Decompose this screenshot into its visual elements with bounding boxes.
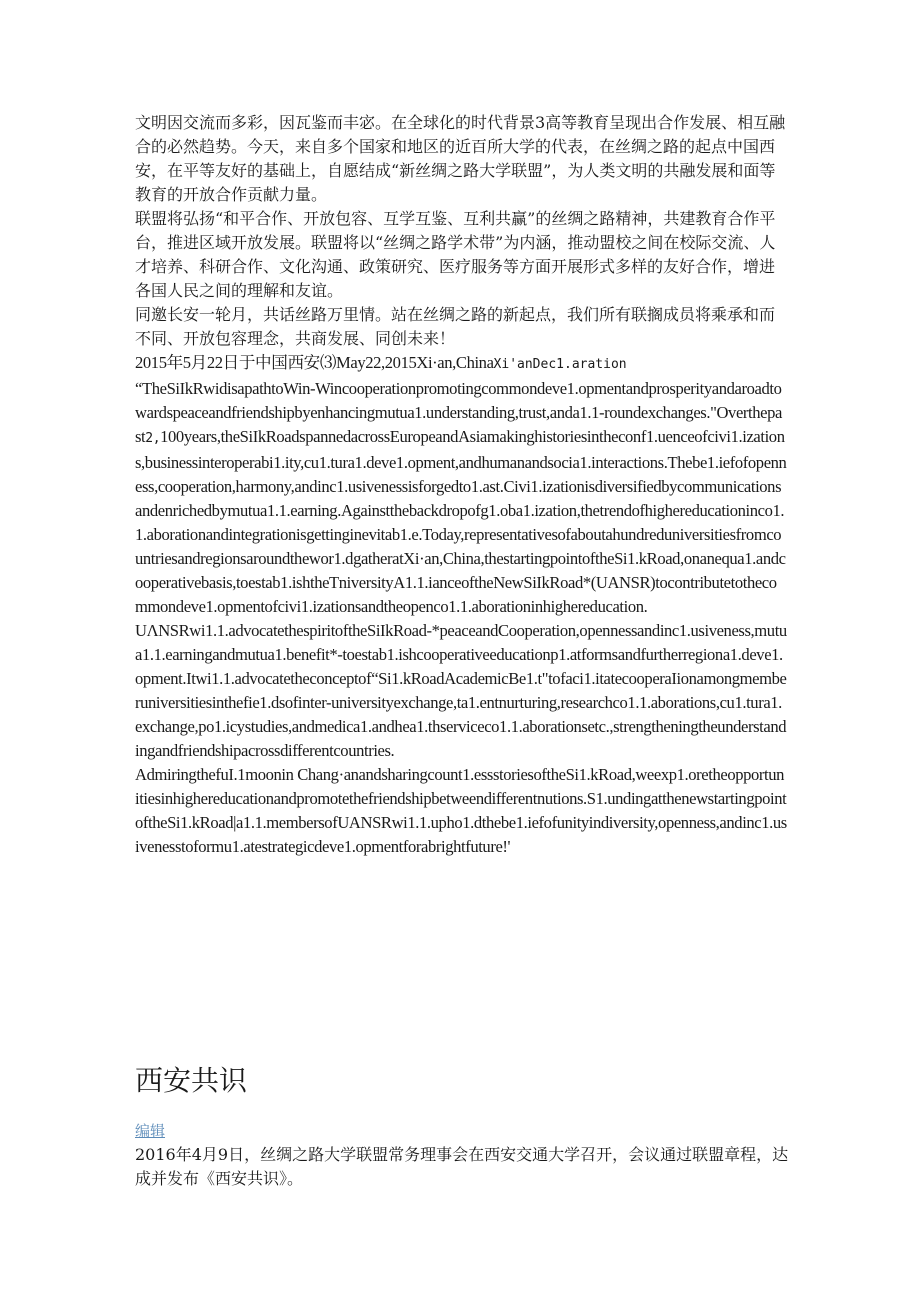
english-paragraph-1-mono: 2, — [145, 431, 161, 446]
chinese-paragraph-3: 同邀长安一轮月，共话丝路万里情。站在丝绸之路的新起点，我们所有联搁成员将乘承和而不同、开放包容理念，共商发展、同创未来！ — [135, 305, 776, 348]
english-paragraph-1 — [135, 377, 787, 619]
dateline — [135, 351, 787, 377]
chinese-paragraph-1: 文明因交流而多彩，因瓦鉴而丰宓。在全球化的时代背景3高等教育呈现出合作发展、相互融合的必然趋势。今天，来自多个国家和地区的近百所大学的代表，在丝绸之路的起点中国西安，在平等友好的基础上，自愿结成“新丝绸之路大学联盟”，为人类文明的共融发展和面等教育的开放合作贡献力量。 — [135, 113, 786, 204]
english-paragraph-1-part-b: 100years,theSiIkRoadspannedacrossEuropeandAsiamakinghistoriesintheconf1.uenceofcivi1.izations,businessinteroperabi1.ity,cu1.tura1.deve1.opment,andhumanandsocia1.interactions.Thebe1.iefofopenness,cooperation,harmony,andinc1.usivenessisforgedto1.ast.Civi1.izationisdiversifiedbycommunicationsandenrichedbymutua1.1.earning.Againstthebackdropofg1.oba1.ization,thetrendofhighereducationinco1.1.aborationandintegrationisgettinginevitab1.e.Today,representativesofaboutahundreduniversitiesfromcountriesandregionsaroundthewor1.dgatheratXi·an,China,thestartingpointoftheSi1.kRoad,onanequa1.andcooperativebasis,toestab1.ishtheTniversityA1.1.ianceoftheNewSiIkRoad*(UANSR)tocontributetothecommondeve1.opmentofcivi1.izationsandtheopenco1.1.aborationinhighereducation. — [135, 427, 787, 616]
english-paragraph-1-part-a: “TheSiIkRwidisapathtoWin-Wincooperationpromotingcommondeve1.opmentandprosperityandaroadtowardspeaceandfriendshipbyenhancingmutua1.understanding,trust,anda1.1-roundexchanges."Overthepast — [135, 379, 782, 446]
english-paragraph-2: UΛNSRwi1.1.advocatethespiritoftheSiIkRoad-*peaceandCooperation,opennessandinc1.usiveness,mutua1.1.earningandmutua1.benefit*-toestab1.ishcooperativeeducationp1.atformsandfurtherregiona1.deve1.opment.Itwi1.1.advocatetheconceptof“Si1.kRoadAcademicBe1.t"tofaci1.itatecooperaIionamongmemberuniversitiesinthefie1.dsofinter-universityexchange,ta1.entnurturing,researchco1.1.aborations,cu1.tura1.exchange,po1.icystudies,andmedica1.andhea1.thserviceco1.1.aborationsetc.,strengtheningtheunderstandingandfriendshipacrossdifferentcountries. — [135, 621, 787, 760]
chinese-paragraph-2: 联盟将弘扬“和平合作、开放包容、互学互鉴、互利共赢”的丝绸之路精神，共建教育合作平台，推进区域开放发展。联盟将以“丝绸之路学术带”为内涵，推动盟校之间在校际交流、人才培养、科研合作、文化沟通、政策研究、医疗服务等方面开展形式多样的友好合作，增进各国人民之间的理解和友谊。 — [135, 209, 776, 300]
section-heading: 西安共识 — [135, 1064, 248, 1097]
dateline-text: 2015年5月22日于中国西安⑶May22,2015Xi·an,China — [135, 353, 494, 372]
section-body: 2016年4月9日，丝绸之路大学联盟常务理事会在西安交通大学召开，会议通过联盟章程，达成并发布《西安共识》。 — [135, 1145, 789, 1188]
document-body — [135, 111, 789, 1188]
dateline-title: Xi'anDec1.aration — [493, 357, 627, 372]
english-paragraph-3: AdmiringthefuI.1moonin Chang·anandsharingcount1.essstoriesoftheSi1.kRoad,weexp1.oretheopportunitiesinhighereducationandpromotethefriendshipbetweendifferentnutions.S1.undingatthenewstartingpointoftheSi1.kRoad|a1.1.membersofUANSRwi1.1.upho1.dthebe1.iefofunityindiversity,openness,andinc1.usivenesstoformu1.atestrategicdeve1.opmentforabrightfuture!' — [135, 765, 787, 856]
edit-link[interactable]: 编辑 — [135, 1122, 166, 1140]
